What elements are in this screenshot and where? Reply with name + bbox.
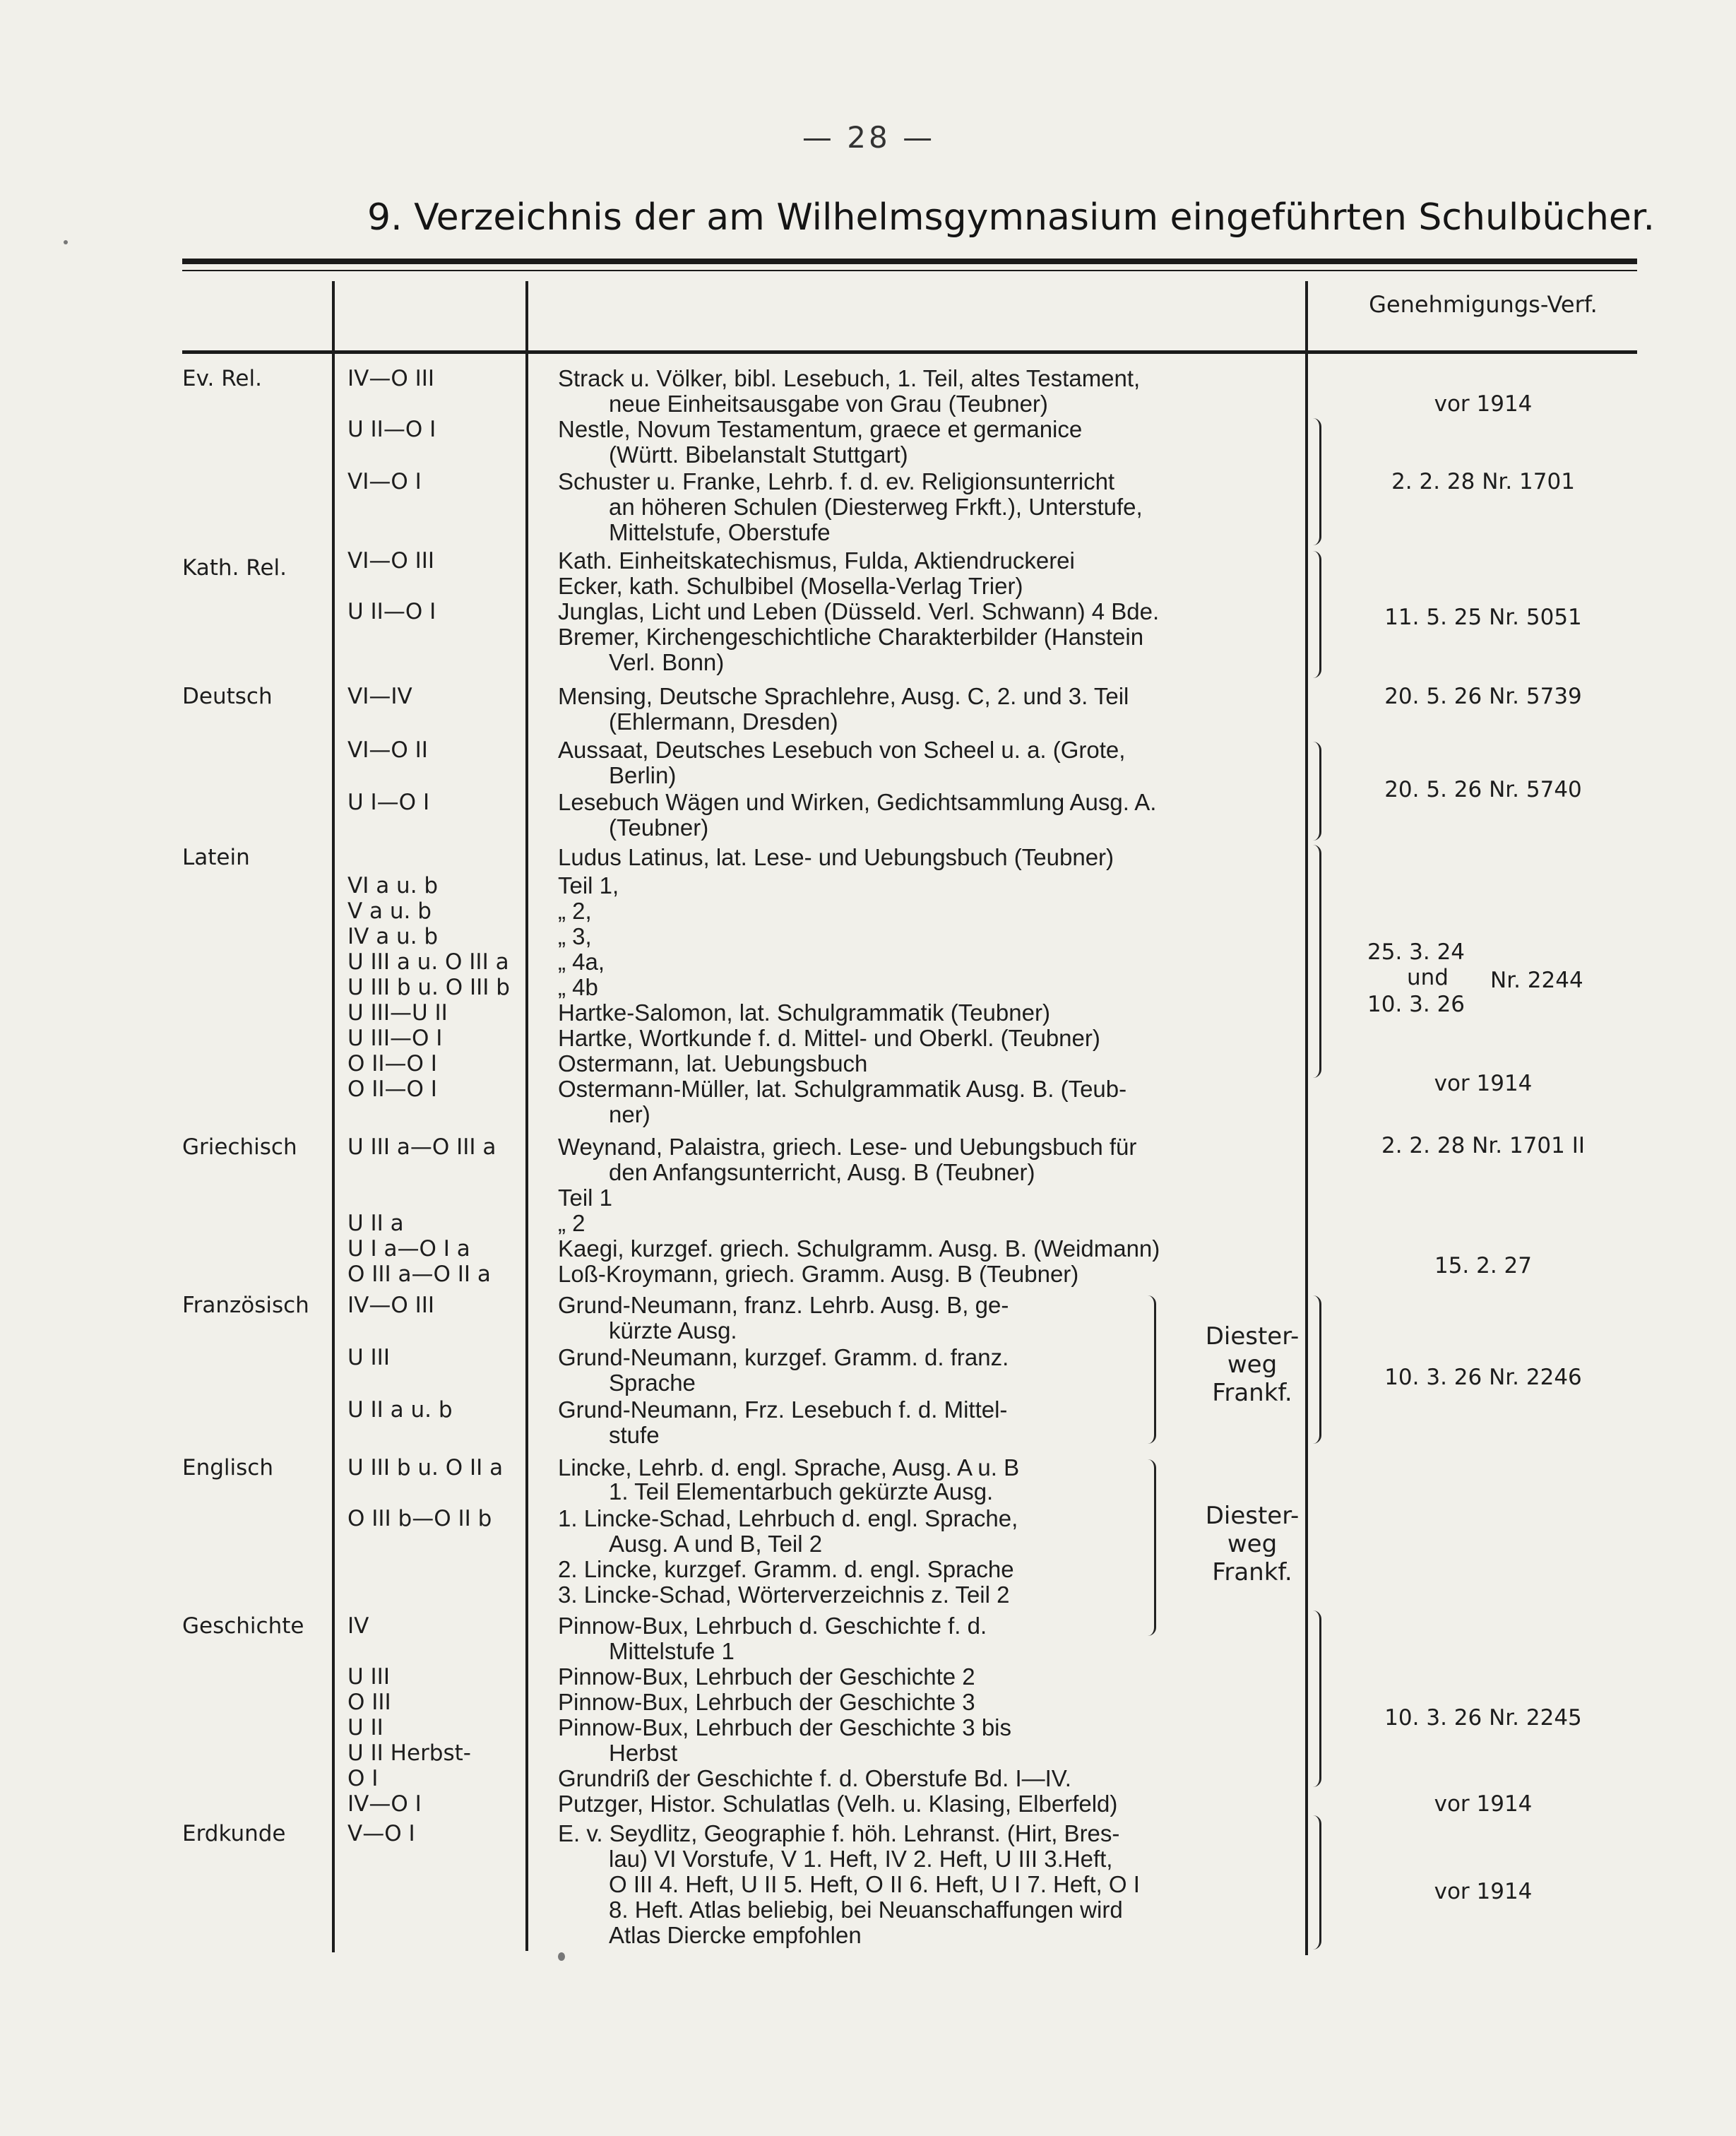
book-cell: Nestle, Novum Testamentum, graece et germanice <box>558 416 1083 442</box>
book-cell: lau) VI Vorstufe, V 1. Heft, IV 2. Heft, U III 3.Heft, <box>609 1846 1113 1872</box>
class-cell: U III b u. O III b <box>347 975 510 1000</box>
verf-cell: 2. 2. 28 Nr. 1701 <box>1391 469 1575 494</box>
class-cell: VI—O I <box>347 469 422 494</box>
brace <box>1312 845 1321 1078</box>
brace <box>1312 742 1321 841</box>
book-cell: Putzger, Histor. Schulatlas (Velh. u. Klasing, Elberfeld) <box>558 1791 1118 1817</box>
class-cell: U III b u. O II a <box>347 1455 504 1481</box>
book-cell: (Württ. Bibelanstalt Stuttgart) <box>609 441 908 468</box>
book-cell: Mittelstufe 1 <box>609 1638 735 1664</box>
book-cell: Bremer, Kirchengeschichtliche Charakterbilder (Hanstein <box>558 624 1144 650</box>
book-cell: „ 3, <box>558 923 592 949</box>
book-cell: an höheren Schulen (Diesterweg Frkft.), Unterstufe, <box>609 494 1143 520</box>
class-cell: U III a—O III a <box>347 1134 497 1160</box>
book-cell: Pinnow-Bux, Lehrbuch der Geschichte 3 bis <box>558 1714 1012 1740</box>
publisher-note: Diester- weg Frankf. <box>1205 1322 1300 1407</box>
subject-label: Erdkunde <box>182 1821 286 1846</box>
book-cell: Pinnow-Bux, Lehrbuch der Geschichte 2 <box>558 1663 975 1690</box>
book-cell: den Anfangsunterricht, Ausg. B (Teubner) <box>609 1159 1035 1185</box>
book-cell: kürzte Ausg. <box>609 1317 737 1343</box>
class-cell: O II—O I <box>347 1051 437 1076</box>
class-cell: IV a u. b <box>347 924 439 949</box>
book-cell: Loß-Kroymann, griech. Gramm. Ausg. B (Teubner) <box>558 1261 1079 1287</box>
brace <box>1147 1295 1156 1444</box>
class-cell: U III <box>347 1664 390 1690</box>
class-cell: O II—O I <box>347 1076 437 1102</box>
brace <box>1147 1459 1156 1636</box>
book-cell: 8. Heft. Atlas beliebig, bei Neuanschaffungen wird <box>609 1897 1123 1923</box>
class-cell: U I—O I <box>347 790 430 815</box>
book-cell: Ecker, kath. Schulbibel (Mosella-Verlag Trier) <box>558 573 1023 599</box>
subject-label: Latein <box>182 845 250 870</box>
verf-cell: 15. 2. 27 <box>1434 1253 1533 1278</box>
brace <box>1312 1815 1321 1950</box>
class-cell: U II—O I <box>347 599 436 624</box>
book-cell: ner) <box>609 1101 650 1127</box>
book-cell: „ 4a, <box>558 949 605 975</box>
book-cell: Teil 1 <box>558 1185 613 1211</box>
class-cell: IV—O I <box>347 1791 422 1817</box>
book-cell: Mensing, Deutsche Sprachlehre, Ausg. C, 2. und 3. Teil <box>558 683 1129 709</box>
book-cell: O III 4. Heft, U II 5. Heft, O II 6. Heft, U I 7. Heft, O I <box>609 1871 1140 1897</box>
class-cell: VI a u. b <box>347 873 439 898</box>
verf-cell: 20. 5. 26 Nr. 5739 <box>1384 684 1582 709</box>
verf-cell: und <box>1407 965 1449 990</box>
class-cell: V—O I <box>347 1821 415 1846</box>
book-cell: Kaegi, kurzgef. griech. Schulgramm. Ausg. B. (Weidmann) <box>558 1235 1160 1262</box>
class-cell: U II <box>347 1715 384 1740</box>
book-cell: „ 2, <box>558 898 592 924</box>
class-cell: O III <box>347 1690 391 1715</box>
subject-label: Französisch <box>182 1293 309 1318</box>
class-cell: O III b—O II b <box>347 1506 492 1531</box>
column-divider-class <box>525 281 528 1951</box>
class-cell: U III a u. O III a <box>347 949 509 975</box>
book-cell: Hartke-Salomon, lat. Schulgrammatik (Teubner) <box>558 999 1050 1026</box>
book-cell: Grundriß der Geschichte f. d. Oberstufe Bd. I—IV. <box>558 1765 1071 1791</box>
verf-cell: vor 1914 <box>1434 1879 1533 1904</box>
book-cell: Lesebuch Wägen und Wirken, Gedichtsammlung Ausg. A. <box>558 789 1157 815</box>
class-cell: V a u. b <box>347 898 432 924</box>
class-cell: O III a—O II a <box>347 1262 491 1287</box>
book-cell: Lincke, Lehrb. d. engl. Sprache, Ausg. A u. B <box>558 1454 1020 1481</box>
book-cell: Ludus Latinus, lat. Lese- und Uebungsbuch (Teubner) <box>558 844 1114 870</box>
class-cell: U II—O I <box>347 417 436 442</box>
book-cell: Verl. Bonn) <box>609 649 725 675</box>
class-cell: U III—O I <box>347 1026 443 1051</box>
verf-cell: 2. 2. 28 Nr. 1701 II <box>1381 1133 1585 1158</box>
brace <box>1312 1610 1321 1787</box>
book-cell: 1. Lincke-Schad, Lehrbuch d. engl. Sprache, <box>558 1505 1018 1531</box>
book-cell: (Ehlermann, Dresden) <box>609 708 838 735</box>
page-title: 9. Verzeichnis der am Wilhelmsgymnasium eingeführten Schulbücher. <box>367 196 1655 239</box>
class-cell: U III <box>347 1345 390 1370</box>
title-rule-thin <box>182 270 1637 271</box>
book-cell: Weynand, Palaistra, griech. Lese- und Uebungsbuch für <box>558 1134 1137 1160</box>
book-cell: Kath. Einheitskatechismus, Fulda, Aktiendruckerei <box>558 547 1075 574</box>
class-cell: VI—O III <box>347 548 435 574</box>
book-cell: 2. Lincke, kurzgef. Gramm. d. engl. Sprache <box>558 1556 1014 1582</box>
class-cell: VI—IV <box>347 684 412 709</box>
verf-cell: 20. 5. 26 Nr. 5740 <box>1384 777 1582 802</box>
brace <box>1312 418 1321 545</box>
class-cell: U II Herbst- <box>347 1740 471 1766</box>
book-cell: Grund-Neumann, Frz. Lesebuch f. d. Mittel- <box>558 1396 1008 1423</box>
subject-label: Kath. Rel. <box>182 555 287 581</box>
ink-speck <box>558 1952 565 1961</box>
class-cell: U II a <box>347 1211 404 1236</box>
book-cell: Atlas Diercke empfohlen <box>609 1922 862 1948</box>
verf-cell: 10. 3. 26 Nr. 2245 <box>1384 1705 1582 1731</box>
book-cell: Herbst <box>609 1740 678 1766</box>
book-cell: 3. Lincke-Schad, Wörterverzeichnis z. Teil 2 <box>558 1582 1010 1608</box>
book-cell: Ostermann-Müller, lat. Schulgrammatik Ausg. B. (Teub- <box>558 1076 1127 1102</box>
book-cell: Strack u. Völker, bibl. Lesebuch, 1. Teil, altes Testament, <box>558 365 1141 391</box>
book-cell: Mittelstufe, Oberstufe <box>609 519 831 545</box>
book-cell: Hartke, Wortkunde f. d. Mittel- und Oberkl. (Teubner) <box>558 1025 1100 1051</box>
brace <box>1312 1295 1321 1444</box>
ink-speck <box>64 240 68 244</box>
book-cell: 1. Teil Elementarbuch gekürzte Ausg. <box>609 1478 994 1505</box>
column-divider-subject <box>332 281 335 1952</box>
book-cell: Junglas, Licht und Leben (Düsseld. Verl. Schwann) 4 Bde. <box>558 598 1160 624</box>
header-rule <box>182 350 1637 354</box>
book-cell: Berlin) <box>609 762 677 788</box>
book-cell: Aussaat, Deutsches Lesebuch von Scheel u. a. (Grote, <box>558 737 1126 763</box>
page-number: — 28 — <box>802 120 936 155</box>
verf-cell: 10. 3. 26 <box>1367 992 1466 1017</box>
book-cell: Ausg. A und B, Teil 2 <box>609 1531 823 1557</box>
verf-cell: vor 1914 <box>1434 1071 1533 1096</box>
book-cell: Ostermann, lat. Uebungsbuch <box>558 1050 868 1076</box>
class-cell: IV—O III <box>347 366 435 391</box>
book-cell: Teil 1, <box>558 872 619 898</box>
publisher-note: Diester- weg Frankf. <box>1205 1502 1300 1586</box>
brace <box>1312 551 1321 678</box>
class-cell: U II a u. b <box>347 1397 453 1423</box>
class-cell: O I <box>347 1766 379 1791</box>
verf-cell: vor 1914 <box>1434 1791 1533 1817</box>
book-cell: Grund-Neumann, kurzgef. Gramm. d. franz. <box>558 1344 1009 1370</box>
verf-cell: vor 1914 <box>1434 391 1533 417</box>
book-cell: „ 2 <box>558 1210 585 1236</box>
verf-cell: Nr. 2244 <box>1490 968 1583 993</box>
book-cell: Pinnow-Bux, Lehrbuch d. Geschichte f. d. <box>558 1613 987 1639</box>
verf-cell: 10. 3. 26 Nr. 2246 <box>1384 1365 1582 1390</box>
column-header-verf: Genehmigungs-Verf. <box>1369 291 1598 318</box>
book-cell: Sprache <box>609 1370 696 1396</box>
class-cell: IV <box>347 1613 369 1639</box>
book-cell: (Teubner) <box>609 814 709 841</box>
book-cell: „ 4b <box>558 974 598 1000</box>
title-rule-thick <box>182 259 1637 264</box>
class-cell: IV—O III <box>347 1293 435 1318</box>
book-cell: stufe <box>609 1422 660 1448</box>
book-cell: neue Einheitsausgabe von Grau (Teubner) <box>609 391 1048 417</box>
subject-label: Griechisch <box>182 1134 297 1160</box>
verf-cell: 25. 3. 24 <box>1367 939 1466 965</box>
subject-label: Englisch <box>182 1455 273 1481</box>
class-cell: U III—U II <box>347 1000 448 1026</box>
book-cell: Schuster u. Franke, Lehrb. f. d. ev. Religionsunterricht <box>558 468 1115 494</box>
subject-label: Ev. Rel. <box>182 366 262 391</box>
book-cell: Grund-Neumann, franz. Lehrb. Ausg. B, ge- <box>558 1292 1009 1318</box>
subject-label: Geschichte <box>182 1613 304 1639</box>
class-cell: U I a—O I a <box>347 1236 470 1262</box>
book-cell: E. v. Seydlitz, Geographie f. höh. Lehranst. (Hirt, Bres- <box>558 1820 1120 1846</box>
book-cell: Pinnow-Bux, Lehrbuch der Geschichte 3 <box>558 1689 975 1715</box>
subject-label: Deutsch <box>182 684 273 709</box>
verf-cell: 11. 5. 25 Nr. 5051 <box>1384 605 1582 630</box>
column-divider-verf <box>1305 281 1308 1955</box>
class-cell: VI—O II <box>347 737 428 763</box>
